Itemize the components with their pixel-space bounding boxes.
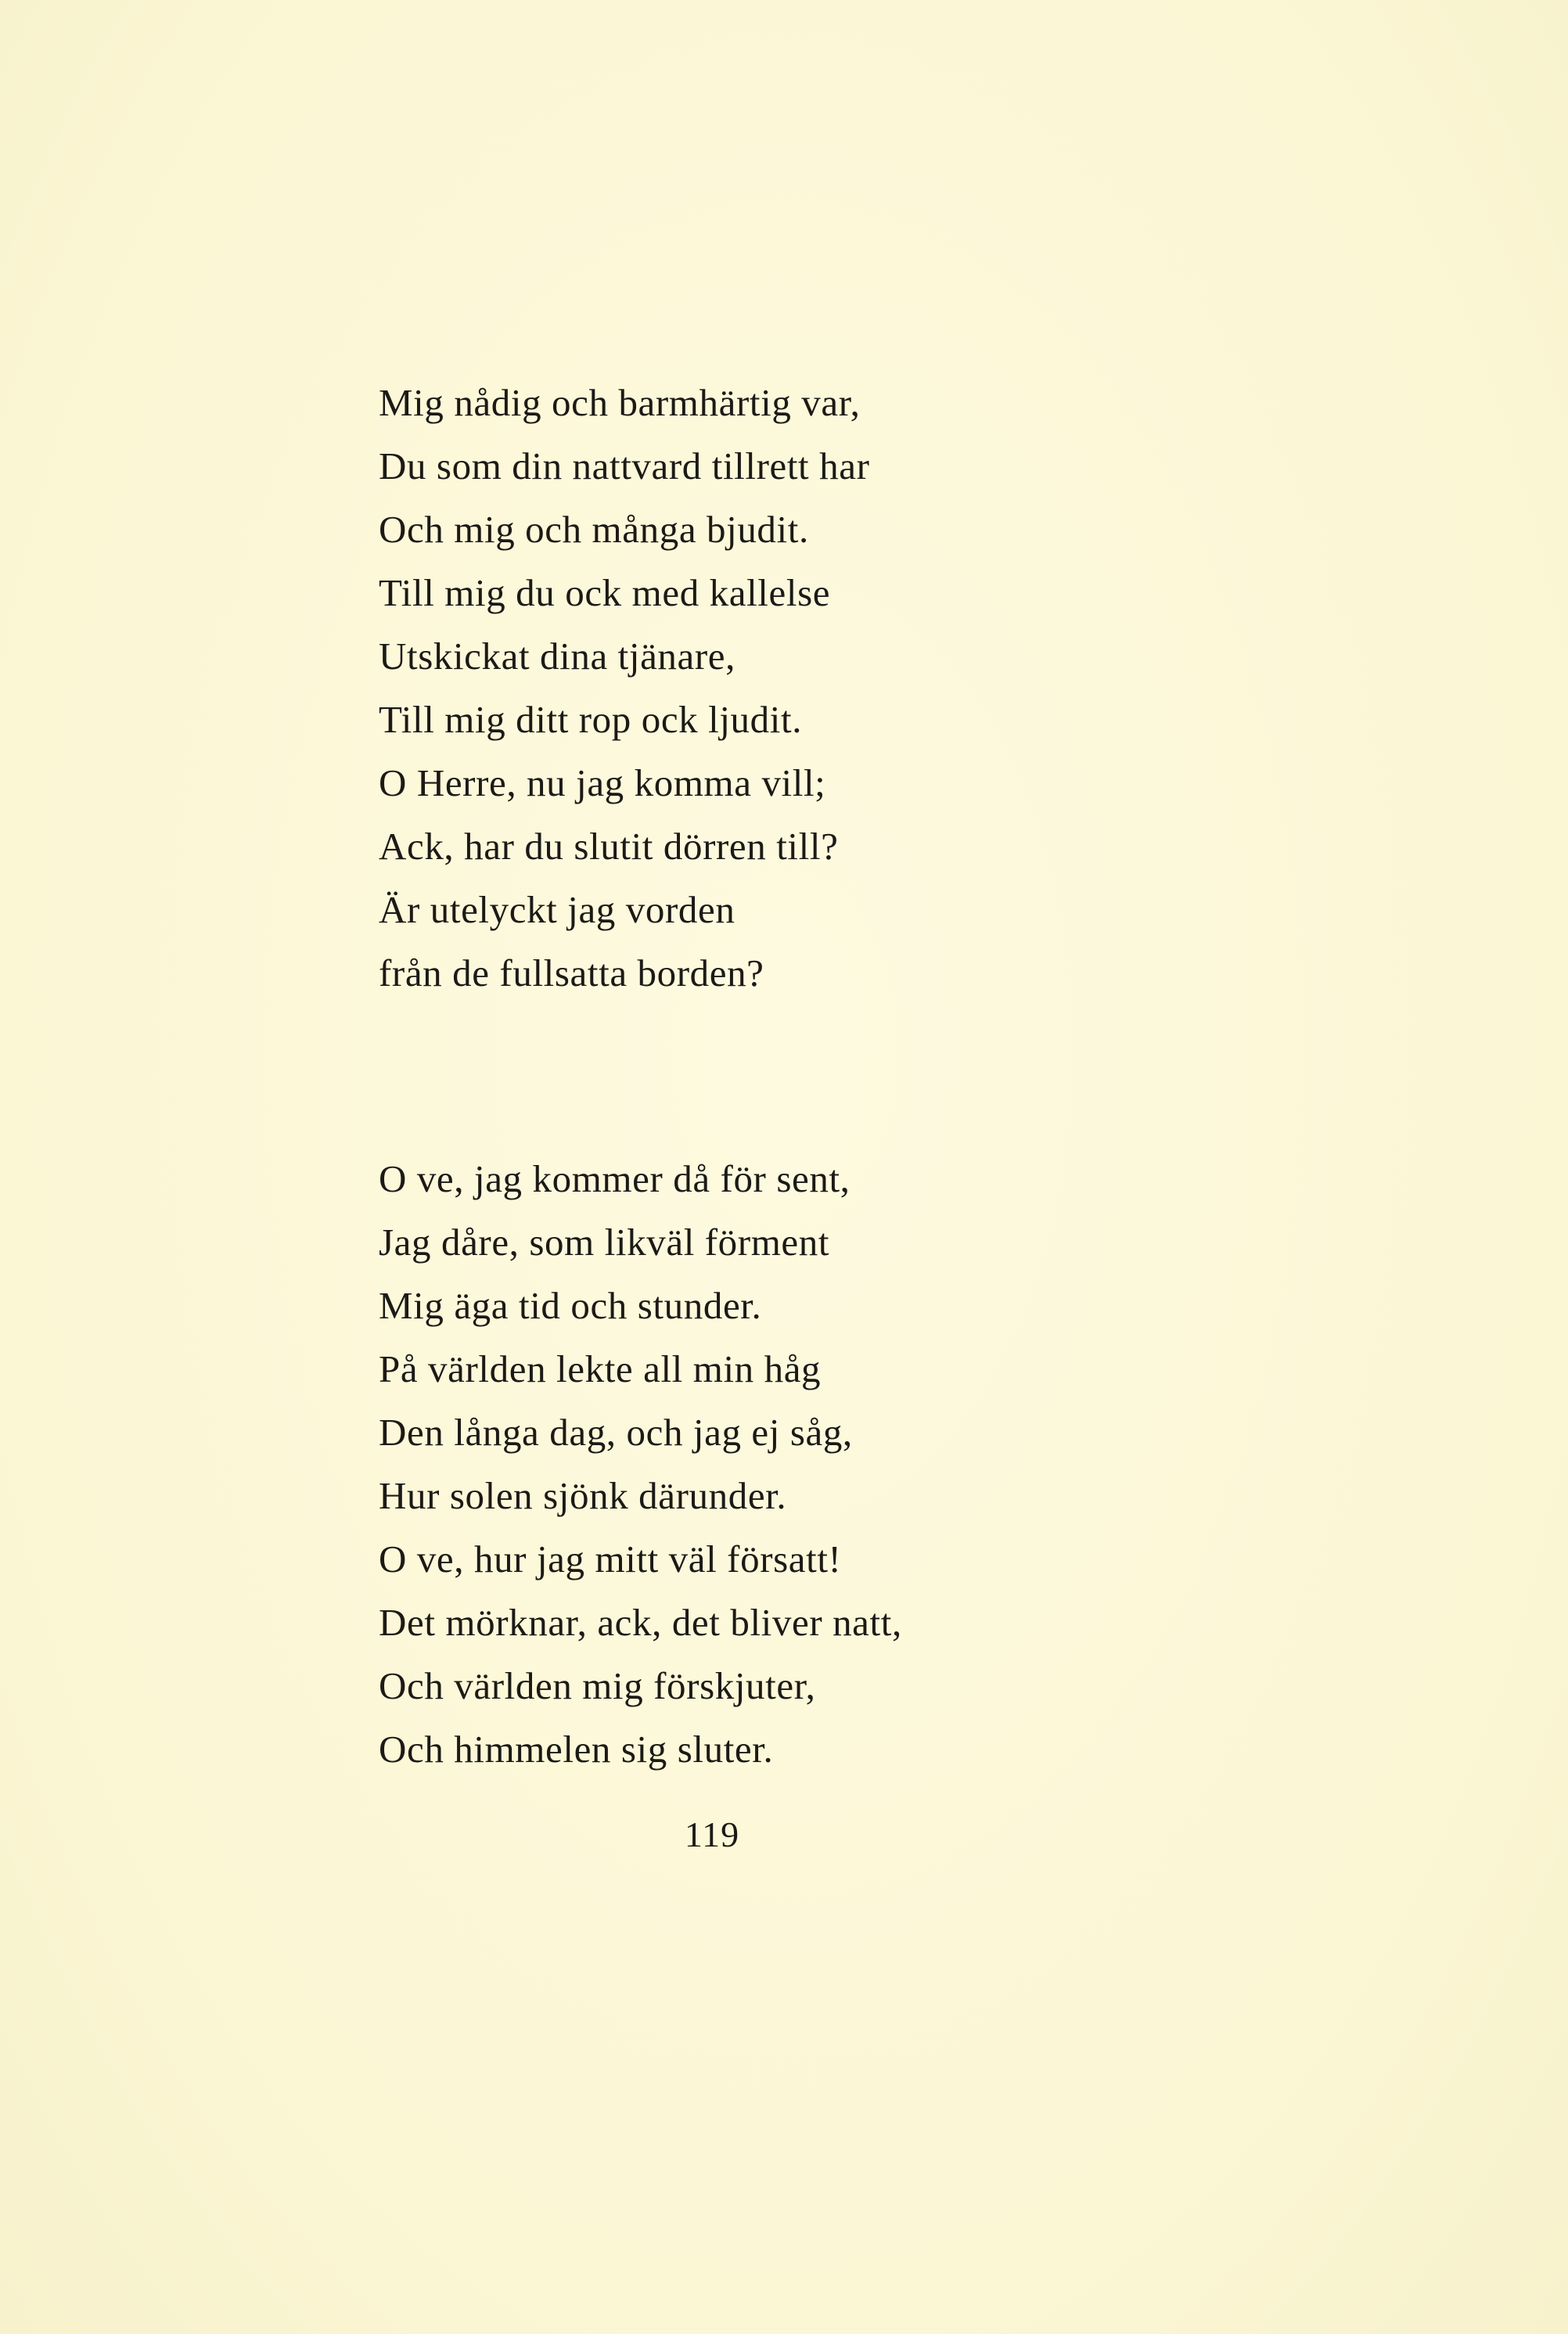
verse-line: Den långa dag, och jag ej såg, [379,1411,853,1454]
stanza-2 [379,1147,1396,1781]
verse-line: Mig äga tid och stunder. [379,1284,762,1327]
verse-line: Är utelyckt jag vorden [379,888,735,931]
page-number: 119 [684,1814,740,1854]
verse-line: Utskickat dina tjänare, [379,635,735,678]
stanza-1 [379,371,1396,1005]
verse-line: från de fullsatta borden? [379,951,764,994]
verse-line: Och mig och många bjudit. [379,508,809,551]
verse-line: Jag dåre, som likväl förment [379,1221,830,1264]
verse-line: Och världen mig förskjuter, [379,1664,816,1707]
verse-line: O ve, hur jag mitt väl försatt! [379,1537,842,1581]
verse-line: Hur solen sjönk därunder. [379,1474,787,1517]
verse-line: Till mig du ock med kallelse [379,571,831,614]
verse-line: Det mörknar, ack, det bliver natt, [379,1601,902,1644]
verse-line: På världen lekte all min håg [379,1347,822,1390]
verse-line: Till mig ditt rop ock ljudit. [379,698,803,741]
verse-line: O Herre, nu jag komma vill; [379,761,826,804]
verse-line: Mig nådig och barmhärtig var, [379,381,861,424]
verse-line: Och himmelen sig sluter. [379,1728,774,1771]
verse-line: O ve, jag kommer då för sent, [379,1157,851,1200]
verse-line: Du som din nattvard tillrett har [379,444,870,487]
verse-line: Ack, har du slutit dörren till? [379,825,839,868]
